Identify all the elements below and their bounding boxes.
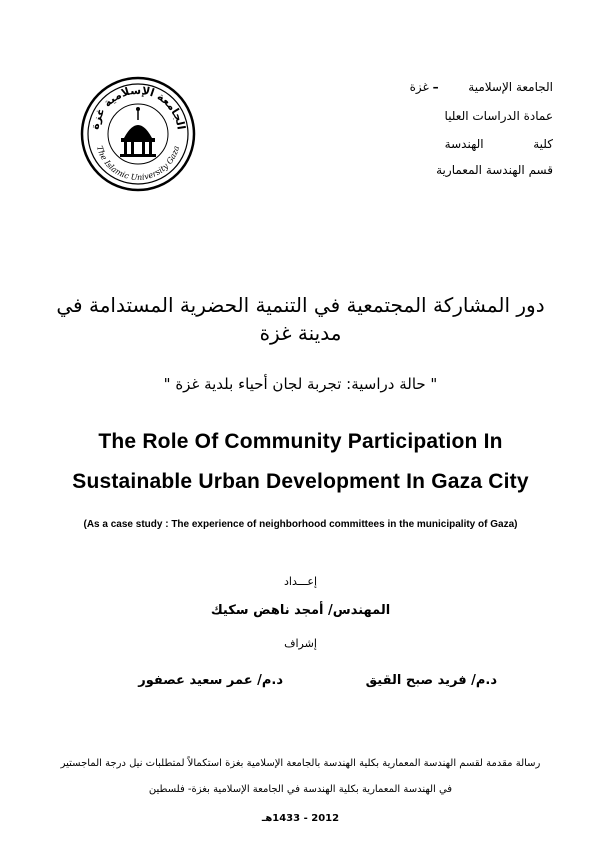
supervision-label: إشراف — [284, 637, 317, 650]
deanship-text: عمادة الدراسات العليا — [444, 109, 553, 123]
department-text: قسم الهندسة المعمارية — [436, 163, 553, 177]
prepared-by-label: إعـــداد — [283, 575, 318, 588]
title-arabic-line-2: مدينة غزة — [259, 321, 342, 345]
author-name: المهندس/ أمجد ناهض سكيك — [210, 603, 391, 618]
university-logo — [80, 76, 196, 192]
header-university-line — [410, 80, 553, 94]
logo-english-text: The Islamic University Gaza — [94, 144, 182, 183]
faculty-label: كلية — [533, 137, 553, 151]
supervisor-1: د.م/ فريد صبح القيق — [365, 673, 497, 688]
case-study-english: (As a case study : The experience of neighborhood committees in the municipality of Gaza) — [83, 519, 518, 530]
subtitle-arabic: " حالة دراسية: تجربة لجان أحياء بلدية غزة " — [163, 375, 438, 393]
title-english-line-2: Sustainable Urban Development In Gaza City — [72, 470, 529, 493]
title-english-line-1: The Role Of Community Participation In — [98, 430, 503, 453]
footer-date: 2012 - 1433هـ — [261, 813, 340, 824]
logo-arabic-text: الجامعة الإسلامية غزة — [88, 83, 188, 131]
university-seal-icon — [80, 76, 196, 192]
footer-line-2: في الهندسة المعمارية بكلية الهندسة في الجامعة الإسلامية بغزة- فلسطين — [148, 784, 453, 795]
university-name: الجامعة الإسلامية — [468, 80, 553, 94]
university-city: غزة — [409, 80, 429, 94]
faculty-line — [445, 137, 553, 151]
header-dash: – — [432, 80, 439, 94]
title-arabic-line-1: دور المشاركة المجتمعية في التنمية الحضرية المستدامة في — [56, 293, 545, 317]
supervisor-2: د.م/ عمر سعيد عصفور — [138, 673, 283, 688]
footer-line-1: رسالة مقدمة لقسم الهندسة المعمارية بكلية الهندسة بالجامعة الإسلامية بغزة استكمالاً لمتطلبات نيل درجة الماجستير — [60, 758, 541, 769]
faculty-name: الهندسة — [444, 137, 484, 151]
